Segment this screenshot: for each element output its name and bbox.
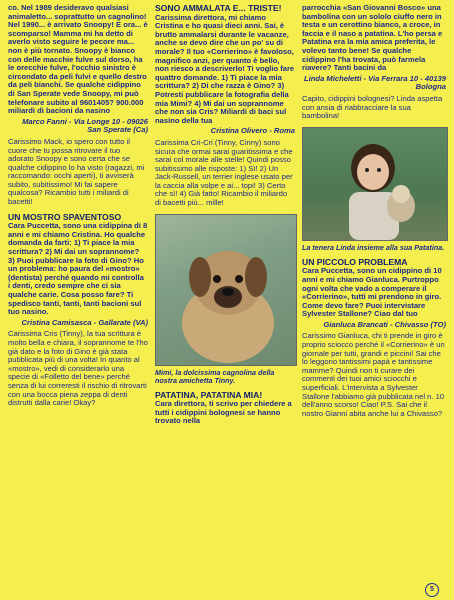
editor-reply: Carissimo Mack, io spero con tutto il cuore che tu possa ritrovare il tuo adorato Snoopy e sono certa che se qualche cidippino lo ha visto (ragazzi, mi raccomando: occhi aperti), ti avviserà subito, subitissimo! Mi fai sapere qualcosa? Ricambio tutti i miliardi di bacetti!: [8, 136, 145, 207]
column-right: [302, 4, 446, 424]
editor-reply: Carissima Cri-Cri (Tinny, Cinny) sono sicura che ormai sarai guaritissima e che sarai col morale alle stelle! Quindi posso subitissimo alle risposte: 1) Sì! 2) Un Jack-Russell, un terrier inglese usato per la caccia alla volpe e ai... topi! 3) Certo che sì! 4) Già fatto! Ricambio il miliardo di bacetti più... mille!: [155, 137, 293, 208]
letter-signature: Gianluca Brancati - Chivasso (TO): [323, 319, 446, 329]
letter-title: UN MOSTRO SPAVENTOSO: [8, 211, 122, 222]
editor-reply: Capito, cidippini bolognesi? Linda aspetta con ansia di riabbracciare la sua bambolina!: [302, 93, 443, 121]
letter-body: Cara Puccetta, sono un cidippino di 10 anni e mi chiamo Gianluca. Purtroppo ogni volta che vado a comperare il «Corrierino», tutti mi prendono in giro. Come devo fare? Puoi intervistare Sylvester Stallone? Ciao dal tuo: [302, 266, 442, 319]
page-number: 5: [425, 583, 439, 597]
letter-patatina: [155, 391, 295, 426]
photo-caption: Mimi, la dolcissima cagnolina della nostra amichetta Tinny.: [155, 367, 275, 385]
editor-reply: Carissima Cris (Tinny), la tua scrittura è molto bella e chiara, il soprannome te l'ho già dato e la foto di Gino è già stata pubblicata più di una volta! In quanto al «mostro», vedi di considerarlo una specie di «Folletto del bene» perché senza di lui correresti il rischio di ritrovarti con una bocca piena zeppa di denti distrutti dalla carie! Okay?: [8, 329, 148, 408]
column-middle: [155, 4, 295, 432]
letter-problema: [302, 258, 446, 419]
girl-photo: [302, 127, 448, 241]
letter-body: parrocchia «San Giovanni Bosco» una bambolina con un sololo ciuffo nero in testa e un cerottino bianco, a croce, in faccia e il naso a patatina. L'ho persa e Patatina era la mia amica preferita, le volevo tanto bene! Se qualche cidippino l'ha trovata, può farmela riavere? Tanti bacini da: [302, 3, 443, 73]
letter-signature: Marco Fanni - Via Longe 10 - 09026 San Sperate (Ca): [22, 116, 148, 135]
letter-title: PATATINA, PATATINA MIA!: [155, 389, 263, 400]
puppy-photo: [155, 214, 297, 366]
letter-ammalata: [155, 4, 295, 208]
letter-title: UN PICCOLO PROBLEMA: [302, 256, 408, 267]
letter-signature: Cristina Olivero - Roma: [210, 126, 295, 136]
photo-caption: La tenera Linda insieme alla sua Patatina.: [302, 242, 445, 252]
letter-body: Carissima direttora, mi chiamo Cristina e ho quasi dieci anni. Sai, è brutto ammalarsi durante le vacanze, anche se devo dire che un po' su di morale? Il tuo «Corrierino» è favoloso, magnifico anzi, per quanto è bello, non riesco a descriverlo! Ti voglio fare quattro domande. 1) Ti piace la mia scrittura? 2) Di che razza è Gino? 3) Potresti pubblicare la fotografia della mia Mimi? 4) Mi dai un soprannome che non sia Cris? Miliardi di baci sul nasino della tua: [155, 12, 295, 125]
letter-snoopy: [8, 4, 148, 207]
letter-body: Cara direttora, ti scrivo per chiedere a tutti i cidippini bolognesi se hanno trovato nella: [155, 399, 292, 426]
letter-signature: Cristina Camisasca - Gallarate (VA): [21, 317, 148, 327]
column-left: [8, 4, 148, 414]
puppy-illustration: [156, 215, 296, 365]
letter-body: co. Nel 1989 desideravo qualsiasi animaletto... soprattutto un cagnolino! Nel 1990... è arrivato Snoopy! E ora... è scomparso! Mamma mi ha detto di averlo visto seguire le pecore ma... non è più tornato. Snoopy è bianco con delle macchie fulve sul dorso, ha le orecchie fulve, l'occhio sinistro è circondato da peli fulvi e quello destro da peli bianchi. Se qualche cidippino di San Sperate vede Snoopy, mi può telefonare subito al 9601405? 900.000 miliardi di bacioni da nasino: [8, 3, 148, 116]
letter-body: Cara Puccetta, sono una cidippina di 8 anni e mi chiamo Cristina. Ho qualche domanda da farti: 1) Ti piace la mia scrittura? 2) Mi dai un soprannome? 3) Puoi pubblicare la foto di Gino? Ho un problema: ho paura del «mostro» (dentista) perché quando mi controlla i denti, credo sempre che ci sia qualche carie. Cosa posso fare? Ti spedisco tanti, tanti, tanti bacioni sul tuo nasino.: [8, 221, 148, 317]
letter-mostro: [8, 213, 148, 408]
letter-signature: Linda Micheletti - Via Ferrara 10 - 40139 Bologna: [304, 73, 446, 92]
girl-with-doll-illustration: [303, 128, 447, 240]
editor-reply: Carissimo Gianluca, chi ti prende in giro è proprio sciocco perché il «Corrierino» è un giornale per tutti, grandi e piccini! Sai che lo leggono tantissimi papà e tantissime mamme? Quindi non ti curare dei commenti dei tuoi amici sciocchi e superficiali. L'intervista a Sylvester Stallone l'abbiamo già pubblicata nel n. 10 dell'anno scorso! Ciao! P.S. Sai che il nostro Gianni abita anche lui a Chivasso?: [302, 331, 445, 418]
letter-patatina-continued: [302, 4, 446, 121]
letter-title: SONO AMMALATA E... TRISTE!: [155, 3, 282, 13]
